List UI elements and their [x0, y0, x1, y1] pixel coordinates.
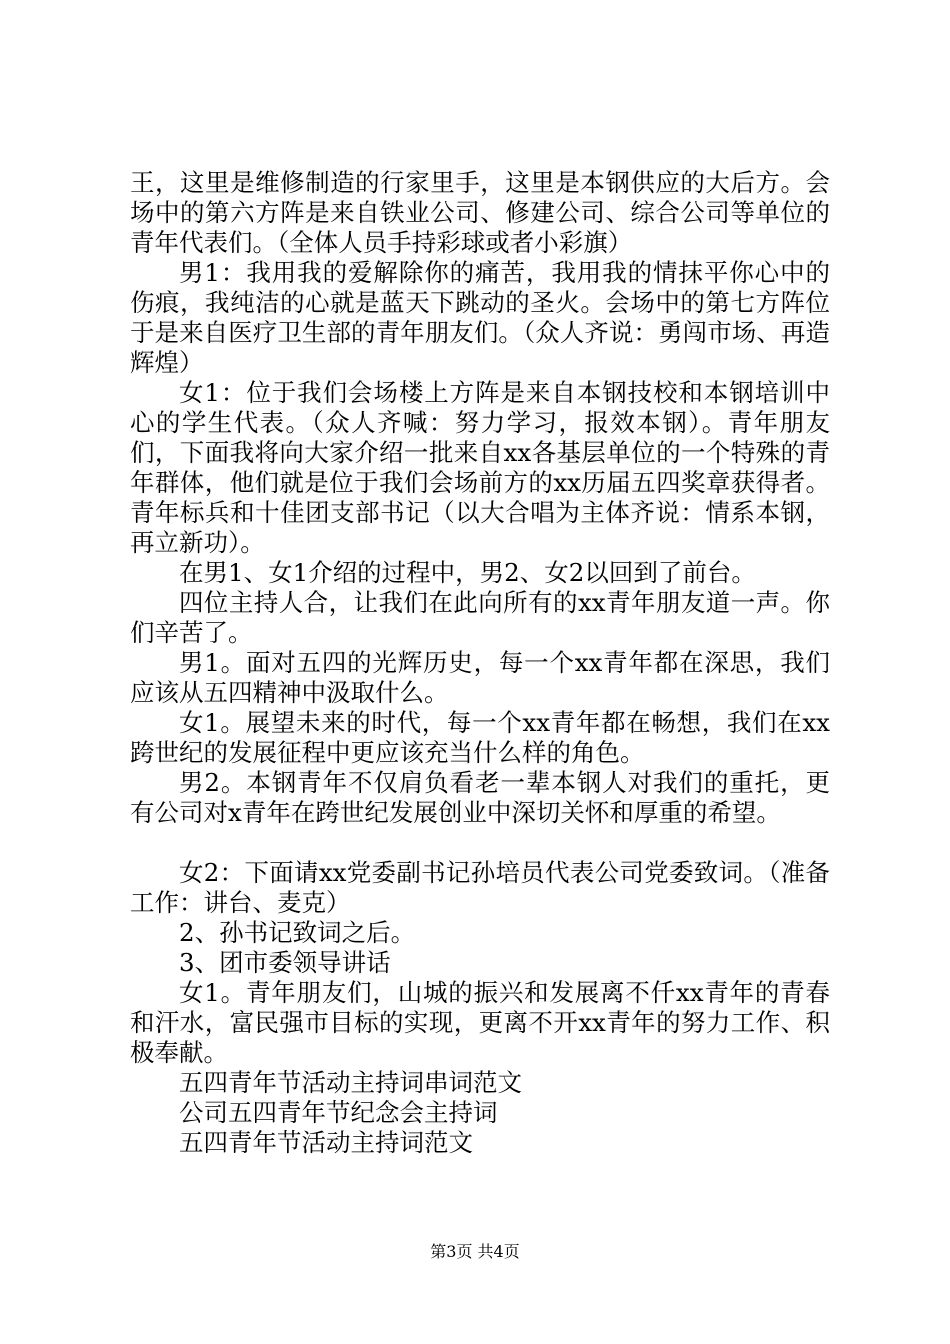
related-title-2: 公司五四青年节纪念会主持词 [179, 1098, 498, 1127]
page-number: 第3页 共4页 [430, 1242, 520, 1261]
paragraph-12: 3、团市委领导讲话 [179, 948, 391, 977]
paragraph-2: 男1：我用我的爱解除你的痛苦，我用我的情抹平你心中的伤痕，我纯洁的心就是蓝天下跳动的圣火。会场中的第七方阵位于是来自医疗卫生部的青年朋友们。（众人齐说：勇闯市场、再造辉煌） [130, 258, 830, 377]
paragraph-4: 在男1、女1介绍的过程中，男2、女2以回到了前台。 [179, 558, 756, 587]
paragraph-10: 女2：下面请xx党委副书记孙培员代表公司党委致词。（准备工作：讲台、麦克） [130, 858, 830, 917]
paragraph-11: 2、孙书记致词之后。 [179, 918, 416, 947]
related-title-3: 五四青年节活动主持词范文 [179, 1128, 473, 1157]
related-title-1: 五四青年节活动主持词串词范文 [179, 1068, 522, 1097]
paragraph-1: 王，这里是维修制造的行家里手，这里是本钢供应的大后方。会场中的第六方阵是来自铁业公司、修建公司、综合公司等单位的青年代表们。（全体人员手持彩球或者小彩旗） [130, 168, 830, 257]
document-body [130, 168, 830, 1158]
paragraph-5: 四位主持人合，让我们在此向所有的xx青年朋友道一声。你们辛苦了。 [130, 588, 830, 647]
paragraph-7: 女1。展望未来的时代，每一个xx青年都在畅想，我们在xx跨世纪的发展征程中更应该充当什么样的角色。 [130, 708, 830, 767]
blank-line [130, 828, 830, 858]
paragraph-6: 男1。面对五四的光辉历史，每一个xx青年都在深思，我们应该从五四精神中汲取什么。 [130, 648, 830, 707]
paragraph-8: 男2。本钢青年不仅肩负看老一辈本钢人对我们的重托，更有公司对x青年在跨世纪发展创业中深切关怀和厚重的希望。 [130, 768, 830, 827]
paragraph-13: 女1。青年朋友们，山城的振兴和发展离不仟xx青年的青春和汗水，富民强市目标的实现，更离不开xx青年的努力工作、积极奉献。 [130, 978, 830, 1067]
paragraph-3: 女1：位于我们会场楼上方阵是来自本钢技校和本钢培训中心的学生代表。（众人齐喊：努力学习，报效本钢）。青年朋友们，下面我将向大家介绍一批来自xx各基层单位的一个特殊的青年群体，他们就是位于我们会场前方的xx历届五四奖章获得者。青年标兵和十佳团支部书记（以大合唱为主体齐说：情系本钢，再立新功）。 [130, 378, 830, 557]
page-footer [0, 1242, 950, 1262]
